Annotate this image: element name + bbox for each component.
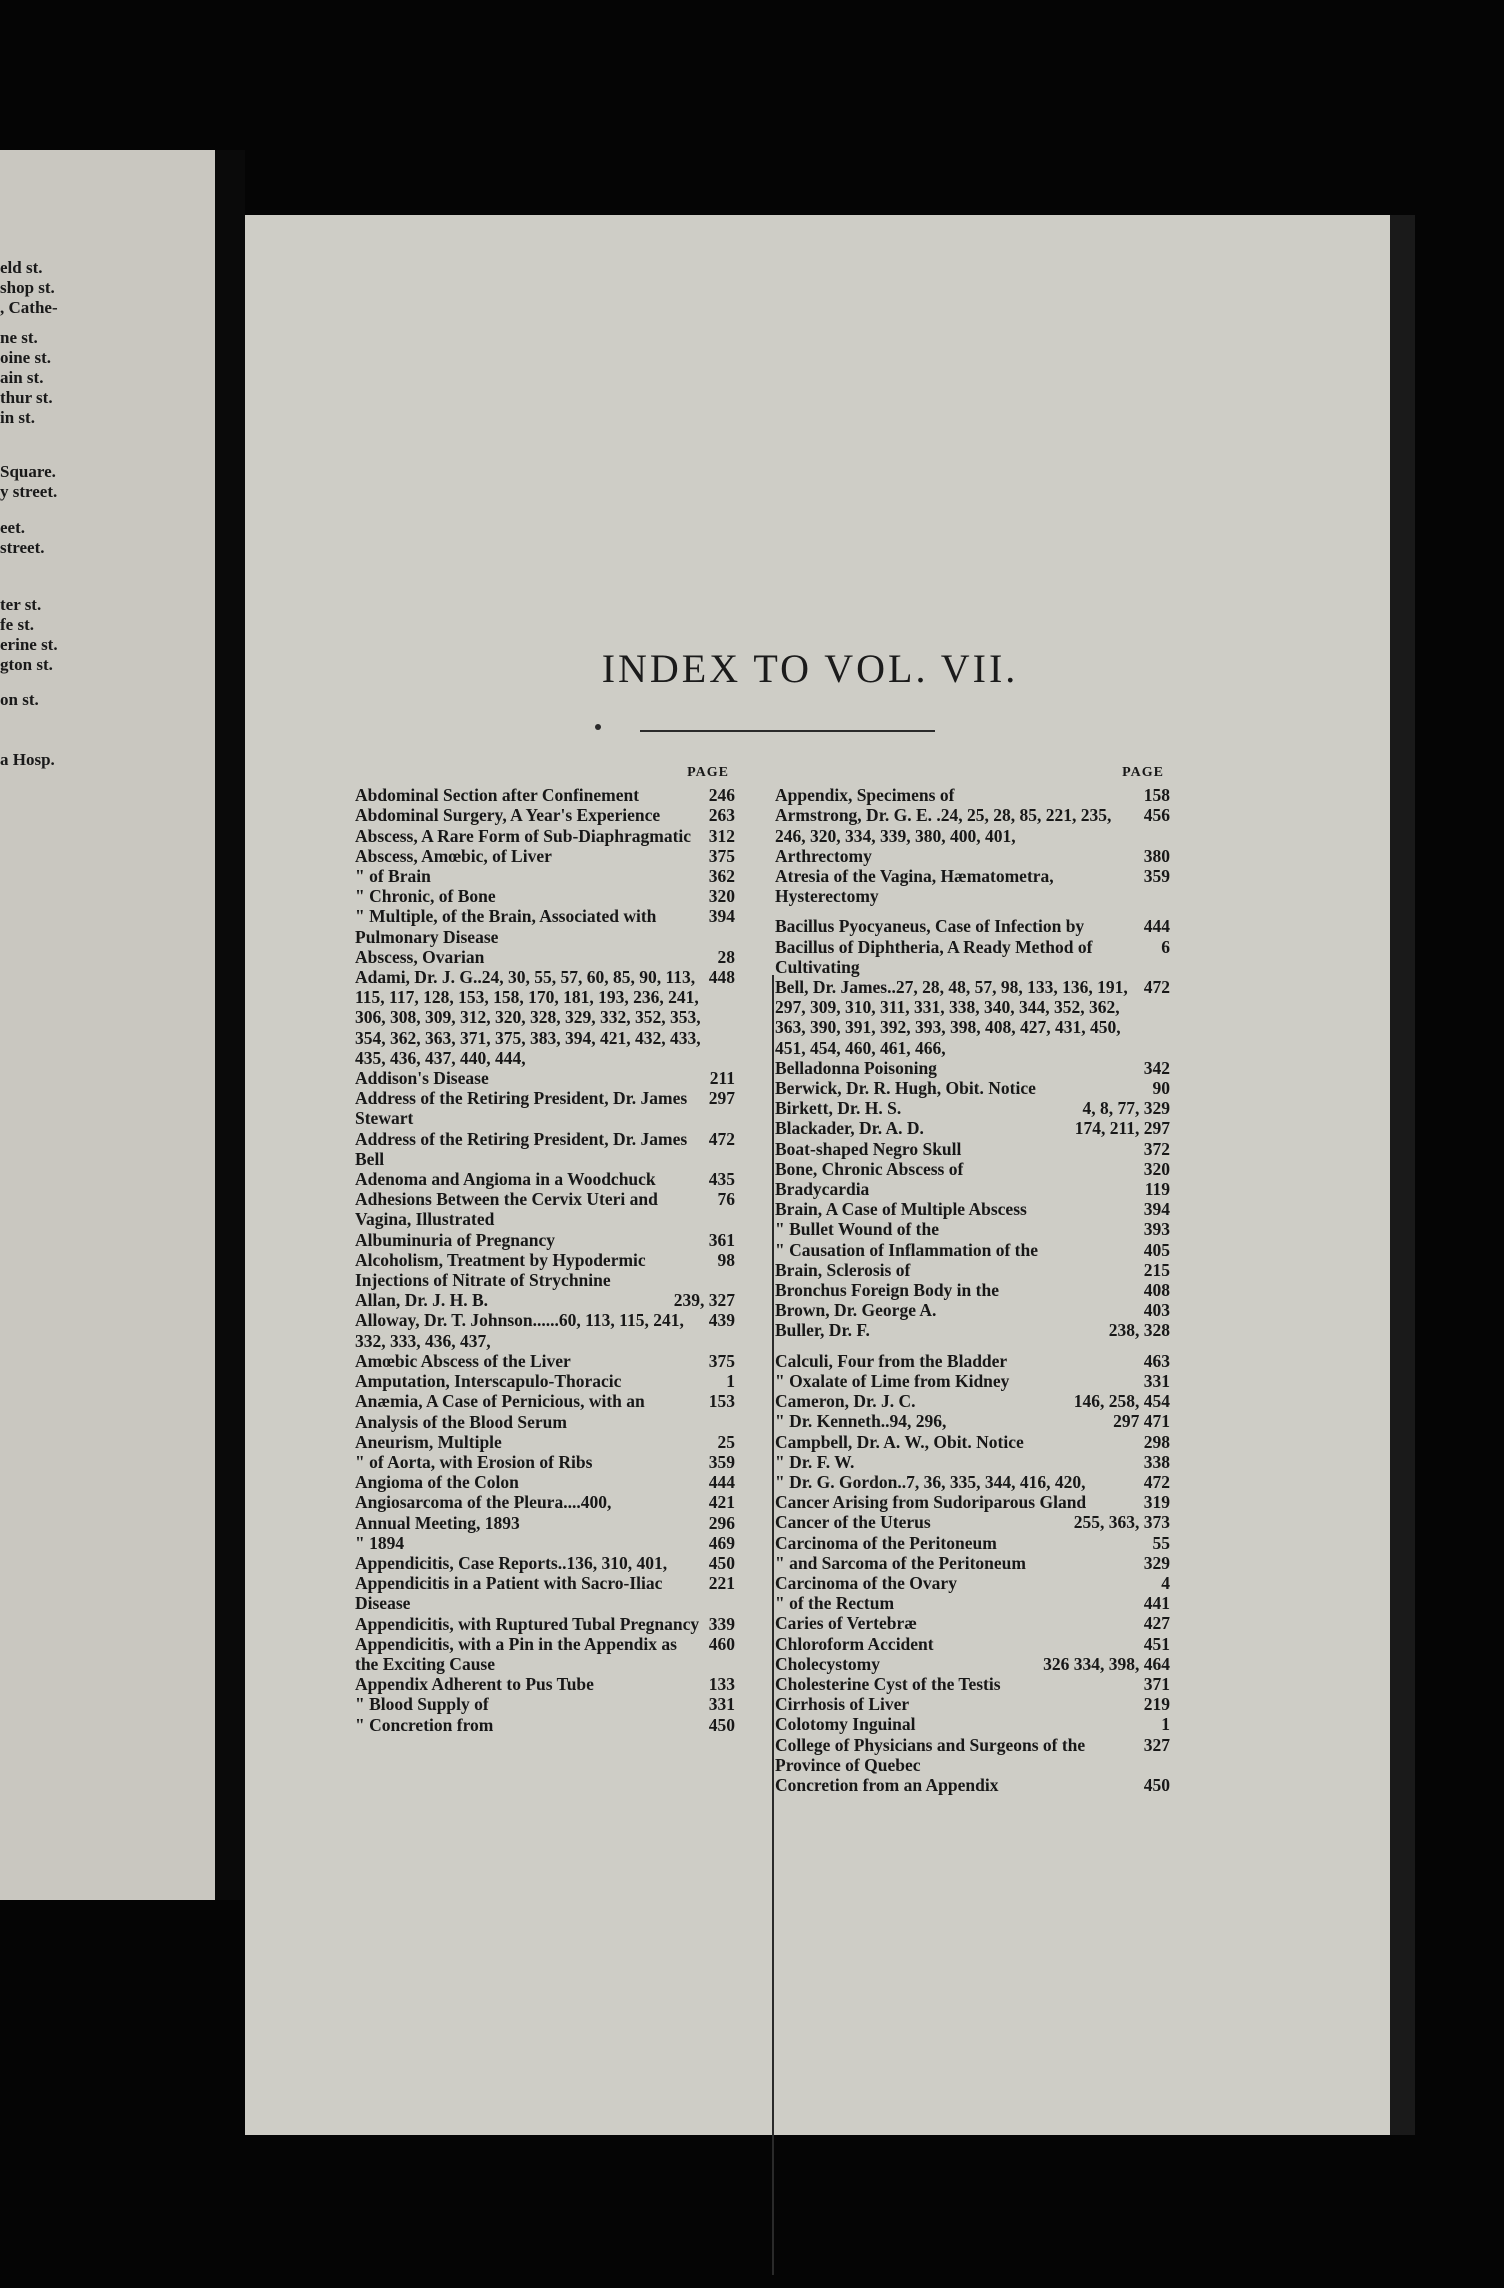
entry-page: 405 — [1143, 1239, 1170, 1260]
title-ornament — [595, 724, 601, 730]
entry-text: Campbell, Dr. A. W., Obit. Notice — [775, 1431, 1024, 1452]
index-page — [245, 215, 1390, 2135]
entry-text: Brain, A Case of Multiple Abscess — [775, 1199, 1027, 1220]
entry-text: Brown, Dr. George A. — [775, 1300, 937, 1321]
entry-text: Bronchus Foreign Body in the — [775, 1280, 999, 1301]
entry-text: Abdominal Section after Confinement — [355, 785, 640, 806]
entry-page: 375 — [708, 845, 735, 866]
facing-page-line: on st. — [0, 690, 39, 709]
index-entry — [775, 1219, 1170, 1239]
entry-page: 472 — [1143, 977, 1170, 998]
entry-page: 463 — [1143, 1350, 1170, 1371]
entry-text: Brain, Sclerosis of — [775, 1259, 911, 1280]
index-entry — [775, 1634, 1170, 1654]
entry-page: 263 — [708, 805, 735, 826]
index-entry — [355, 1513, 735, 1533]
entry-page: 119 — [1144, 1179, 1170, 1200]
index-entry — [355, 1351, 735, 1371]
entry-text: " Oxalate of Lime from Kidney — [775, 1370, 1010, 1391]
entry-page: 174, 211, 297 — [1074, 1118, 1170, 1139]
entry-text: Amputation, Interscapulo-Thoracic — [355, 1371, 622, 1392]
entry-page: 298 — [1143, 1431, 1170, 1452]
entry-page: 441 — [1143, 1593, 1170, 1614]
entry-page: 469 — [708, 1532, 735, 1553]
entry-page: 472 — [708, 1128, 735, 1149]
entry-page: 158 — [1143, 785, 1170, 806]
entry-text: " Concretion from — [355, 1714, 494, 1735]
entry-page: 238, 328 — [1108, 1320, 1170, 1341]
index-entry — [775, 1159, 1170, 1179]
entry-page: 444 — [1143, 916, 1170, 937]
entry-page: 329 — [1143, 1552, 1170, 1573]
page-title: INDEX TO VOL. VII. — [601, 646, 1019, 691]
index-column-left — [355, 763, 735, 1735]
entry-page: 435 — [708, 1169, 735, 1190]
facing-page-line: ter st. — [0, 595, 42, 614]
entry-text: Angioma of the Colon — [355, 1472, 519, 1493]
facing-page-line: ne st. — [0, 328, 38, 347]
entry-page: 1 — [1161, 1714, 1170, 1735]
index-entry — [775, 1674, 1170, 1694]
index-entry — [355, 1674, 735, 1694]
index-entry — [355, 906, 735, 946]
entry-text: Cirrhosis of Liver — [775, 1694, 910, 1715]
entry-text: Chloroform Accident — [775, 1633, 934, 1654]
entry-text: Bacillus of Diphtheria, A Ready Method of Cultivating — [775, 936, 1093, 977]
index-entry — [775, 1452, 1170, 1472]
entry-page: 320 — [1143, 1158, 1170, 1179]
facing-page-line: eld st. — [0, 258, 43, 277]
entry-page: 255, 363, 373 — [1073, 1512, 1170, 1533]
index-entry — [355, 1533, 735, 1553]
entry-page: 393 — [1143, 1219, 1170, 1240]
entry-page: 421 — [708, 1492, 735, 1513]
entry-text: Carcinoma of the Peritoneum — [775, 1532, 997, 1553]
entry-text: Appendix Adherent to Pus Tube — [355, 1674, 594, 1695]
entry-page: 4, 8, 77, 329 — [1082, 1098, 1170, 1119]
entry-text: Amœbic Abscess of the Liver — [355, 1350, 571, 1371]
index-entry — [355, 1169, 735, 1189]
index-entry — [355, 1290, 735, 1310]
index-entry — [775, 846, 1170, 866]
entry-text: Annual Meeting, 1893 — [355, 1512, 520, 1533]
facing-page-line: , Cathe- — [0, 298, 58, 317]
entry-text: Alcoholism, Treatment by Hypodermic Injections of Nitrate of Strychnine — [355, 1249, 646, 1291]
entry-text: " Dr. G. Gordon..7, 36, 335, 344, 416, 420, — [775, 1471, 1086, 1492]
entry-page: 394 — [1143, 1199, 1170, 1220]
entry-text: Cancer Arising from Sudoriparous Gland — [775, 1492, 1087, 1513]
entry-page: 460 — [708, 1633, 735, 1654]
entry-text: " Dr. F. W. — [775, 1451, 855, 1472]
entry-page: 221 — [708, 1573, 735, 1594]
entry-spacer — [775, 1341, 1170, 1351]
entry-page: 372 — [1143, 1138, 1170, 1159]
entry-text: Allan, Dr. J. H. B. — [355, 1290, 489, 1311]
entry-text: Albuminuria of Pregnancy — [355, 1229, 555, 1250]
facing-page-line: street. — [0, 538, 45, 557]
index-entry — [775, 1391, 1170, 1411]
facing-page-line: erine st. — [0, 635, 58, 654]
entry-page: 450 — [708, 1552, 735, 1573]
page-edge — [1390, 215, 1415, 2135]
index-entry — [355, 1371, 735, 1391]
index-entry — [775, 1472, 1170, 1492]
entry-text: Abscess, Ovarian — [355, 946, 485, 967]
index-entry — [775, 1320, 1170, 1340]
index-entry — [355, 866, 735, 886]
index-entry — [775, 937, 1170, 977]
index-entry — [775, 1533, 1170, 1553]
index-entry — [775, 1613, 1170, 1633]
entry-page: 371 — [1143, 1673, 1170, 1694]
index-entry — [355, 1553, 735, 1573]
entry-text: " and Sarcoma of the Peritoneum — [775, 1552, 1026, 1573]
entry-text: Caries of Vertebræ — [775, 1613, 917, 1634]
index-entry — [775, 1098, 1170, 1118]
entry-page: 25 — [717, 1431, 735, 1452]
entry-page: 1 — [726, 1371, 735, 1392]
entry-text: Appendicitis, with Ruptured Tubal Pregnancy — [355, 1613, 700, 1634]
index-entry — [355, 1573, 735, 1613]
entry-page: 408 — [1143, 1280, 1170, 1301]
facing-page-line: eet. — [0, 518, 26, 537]
entry-page: 450 — [1143, 1774, 1170, 1795]
book-gutter — [215, 150, 245, 1900]
entry-text: Adami, Dr. J. G..24, 30, 55, 57, 60, 85, 90, 113, 115, 117, 128, 153, 158, 170, 181, 193, 236, 241, 306, 308, 309, 312, 320, 328, 329, 332, 352, 353, 354, 362, 363, 371, 375, 383, 394, 421, 432, 433, 435, 436, 437, 440, 444, — [355, 967, 701, 1068]
index-entry — [355, 826, 735, 846]
index-entry — [355, 805, 735, 825]
entry-text: " Chronic, of Bone — [355, 886, 496, 907]
entry-page: 403 — [1143, 1300, 1170, 1321]
facing-page-fragment — [0, 150, 215, 1900]
index-entry — [775, 1280, 1170, 1300]
index-entry — [775, 916, 1170, 936]
index-entry — [355, 846, 735, 866]
entry-text: " of the Rectum — [775, 1593, 895, 1614]
facing-page-line: shop st. — [0, 278, 55, 297]
entry-page: 361 — [708, 1229, 735, 1250]
index-entry — [355, 1715, 735, 1735]
entry-page: 326 334, 398, 464 — [1043, 1653, 1170, 1674]
index-entry — [775, 1654, 1170, 1674]
index-entry — [355, 1129, 735, 1169]
index-entry — [775, 1058, 1170, 1078]
entry-page: 297 471 — [1113, 1411, 1170, 1432]
entry-text: Address of the Retiring President, Dr. James Bell — [355, 1128, 688, 1169]
entry-page: 342 — [1143, 1057, 1170, 1078]
index-entry — [355, 1472, 735, 1492]
entry-text: Alloway, Dr. T. Johnson......60, 113, 115, 241, 332, 333, 436, 437, — [355, 1310, 684, 1351]
entry-page: 338 — [1143, 1451, 1170, 1472]
entry-page: 215 — [1143, 1259, 1170, 1280]
entry-page: 448 — [708, 967, 735, 988]
index-entry — [775, 1573, 1170, 1593]
index-entry — [775, 1300, 1170, 1320]
entry-page: 359 — [708, 1451, 735, 1472]
entry-page: 28 — [717, 946, 735, 967]
entry-text: Bradycardia — [775, 1179, 870, 1200]
entry-text: Appendix, Specimens of — [775, 785, 955, 806]
index-entry — [355, 947, 735, 967]
entry-page: 296 — [708, 1512, 735, 1533]
facing-page-line: ain st. — [0, 368, 44, 387]
index-entry — [775, 1411, 1170, 1431]
index-entry — [355, 1230, 735, 1250]
entry-spacer — [775, 906, 1170, 916]
entry-page: 55 — [1152, 1532, 1170, 1553]
entry-text: Cancer of the Uterus — [775, 1512, 931, 1533]
entry-page: 331 — [708, 1694, 735, 1715]
entry-text: Cholecystomy — [775, 1653, 880, 1674]
entry-page: 380 — [1143, 845, 1170, 866]
index-entry — [775, 1512, 1170, 1532]
facing-page-line: fe st. — [0, 615, 34, 634]
entry-text: Concretion from an Appendix — [775, 1774, 999, 1795]
index-entry — [775, 1553, 1170, 1573]
entry-text: Colotomy Inguinal — [775, 1714, 916, 1735]
facing-page-line: thur st. — [0, 388, 53, 407]
index-entry — [355, 1432, 735, 1452]
facing-page-line: gton st. — [0, 655, 53, 674]
index-entry — [775, 785, 1170, 805]
index-entry — [775, 1078, 1170, 1098]
entry-text: Address of the Retiring President, Dr. James Stewart — [355, 1088, 688, 1129]
entry-page: 439 — [708, 1310, 735, 1331]
entry-text: Calculi, Four from the Bladder — [775, 1350, 1008, 1371]
entry-page: 312 — [708, 825, 735, 846]
entry-text: Appendicitis, Case Reports..136, 310, 401, — [355, 1552, 668, 1573]
entry-text: College of Physicians and Surgeons of the Province of Quebec — [775, 1734, 1086, 1775]
entry-text: Belladonna Poisoning — [775, 1057, 937, 1078]
index-entry — [355, 1694, 735, 1714]
entry-page: 153 — [708, 1391, 735, 1412]
facing-page-line: in st. — [0, 408, 35, 427]
entry-page: 90 — [1152, 1078, 1170, 1099]
entry-text: Anæmia, A Case of Pernicious, with an Analysis of the Blood Serum — [355, 1391, 645, 1432]
entry-text: Buller, Dr. F. — [775, 1320, 870, 1341]
index-entry — [355, 1088, 735, 1128]
index-entry — [775, 1118, 1170, 1138]
index-entry — [775, 1351, 1170, 1371]
index-entry — [775, 1432, 1170, 1452]
column-divider — [772, 975, 774, 2275]
index-entry — [775, 1775, 1170, 1795]
title-rule — [640, 730, 935, 732]
entry-text: Appendicitis, with a Pin in the Appendix as the Exciting Cause — [355, 1633, 677, 1674]
entry-page: 297 — [708, 1088, 735, 1109]
index-entry — [775, 1199, 1170, 1219]
entry-page: 394 — [708, 906, 735, 927]
entry-page: 320 — [708, 886, 735, 907]
index-entry — [775, 1139, 1170, 1159]
entry-text: Angiosarcoma of the Pleura....400, — [355, 1492, 612, 1513]
entry-page: 331 — [1143, 1370, 1170, 1391]
entry-page: 133 — [708, 1674, 735, 1695]
entry-page: 239, 327 — [673, 1290, 735, 1311]
entry-text: Bone, Chronic Abscess of — [775, 1158, 964, 1179]
entry-text: Boat-shaped Negro Skull — [775, 1138, 962, 1159]
entry-text: Armstrong, Dr. G. E. .24, 25, 28, 85, 221, 235, 246, 320, 334, 339, 380, 400, 401, — [775, 805, 1112, 846]
entry-text: " of Brain — [355, 866, 431, 887]
index-entry — [355, 1634, 735, 1674]
entry-text: Bacillus Pyocyaneus, Case of Infection by — [775, 916, 1085, 937]
entry-text: Adhesions Between the Cervix Uteri and Vagina, Illustrated — [355, 1189, 658, 1230]
entry-text: Abscess, A Rare Form of Sub-Diaphragmatic — [355, 825, 692, 846]
facing-page-line: oine st. — [0, 348, 51, 367]
entry-text: Arthrectomy — [775, 845, 872, 866]
index-entry — [775, 977, 1170, 1058]
index-entry — [775, 1714, 1170, 1734]
index-entry — [775, 1694, 1170, 1714]
entry-text: Cholesterine Cyst of the Testis — [775, 1673, 1001, 1694]
page-column-header: PAGE — [1122, 765, 1164, 780]
entry-text: Berwick, Dr. R. Hugh, Obit. Notice — [775, 1078, 1036, 1099]
entry-page: 98 — [717, 1249, 735, 1270]
entry-page: 327 — [1143, 1734, 1170, 1755]
entry-page: 246 — [708, 785, 735, 806]
index-entry — [355, 1068, 735, 1088]
entry-text: Addison's Disease — [355, 1068, 489, 1089]
entry-page: 211 — [709, 1068, 735, 1089]
index-entry — [775, 1260, 1170, 1280]
facing-page-line: Square. — [0, 462, 56, 481]
entry-text: " Dr. Kenneth..94, 296, — [775, 1411, 947, 1432]
entry-text: Appendicitis in a Patient with Sacro-Iliac Disease — [355, 1573, 663, 1614]
index-entry — [355, 1452, 735, 1472]
entry-text: Cameron, Dr. J. C. — [775, 1391, 916, 1412]
entry-text: " Causation of Inflammation of the — [775, 1239, 1038, 1260]
entry-page: 362 — [708, 866, 735, 887]
entry-text: Atresia of the Vagina, Hæmatometra, Hysterectomy — [775, 866, 1054, 907]
index-entry — [355, 1310, 735, 1350]
entry-text: Adenoma and Angioma in a Woodchuck — [355, 1169, 656, 1190]
entry-page: 444 — [708, 1472, 735, 1493]
entry-page: 427 — [1143, 1613, 1170, 1634]
facing-page-line: a Hosp. — [0, 750, 55, 769]
entry-text: Abdominal Surgery, A Year's Experience — [355, 805, 661, 826]
entry-page: 4 — [1161, 1572, 1170, 1593]
index-entry — [355, 886, 735, 906]
entry-text: " Bullet Wound of the — [775, 1219, 940, 1240]
index-entry — [775, 1371, 1170, 1391]
entry-page: 219 — [1143, 1694, 1170, 1715]
entry-page: 146, 258, 454 — [1073, 1391, 1170, 1412]
entry-text: " of Aorta, with Erosion of Ribs — [355, 1451, 593, 1472]
index-entry — [775, 866, 1170, 906]
index-entry — [355, 1492, 735, 1512]
entry-text: Blackader, Dr. A. D. — [775, 1118, 924, 1139]
page-column-header: PAGE — [687, 765, 729, 780]
index-entry — [355, 1250, 735, 1290]
index-entry — [355, 1189, 735, 1229]
index-entry — [775, 1240, 1170, 1260]
index-entry — [775, 805, 1170, 845]
entry-text: Abscess, Amœbic, of Liver — [355, 845, 552, 866]
index-entry — [355, 785, 735, 805]
entry-text: Carcinoma of the Ovary — [775, 1572, 957, 1593]
entry-text: " 1894 — [355, 1532, 405, 1553]
index-entry — [775, 1179, 1170, 1199]
entry-page: 76 — [717, 1189, 735, 1210]
entry-page: 6 — [1161, 936, 1170, 957]
entry-page: 472 — [1143, 1471, 1170, 1492]
index-entry — [775, 1735, 1170, 1775]
entry-page: 359 — [1143, 866, 1170, 887]
facing-page-line: y street. — [0, 482, 58, 501]
entry-text: " Blood Supply of — [355, 1694, 489, 1715]
entry-text: Bell, Dr. James..27, 28, 48, 57, 98, 133, 136, 191, 297, 309, 310, 311, 331, 338, 340, 344, 352, 362, 363, 390, 391, 392, 393, 398, 408, 427, 431, 450, 451, 454, 460, 461, 466, — [775, 977, 1128, 1058]
entry-text: Birkett, Dr. H. S. — [775, 1098, 902, 1119]
index-entry — [355, 967, 735, 1068]
entry-text: Aneurism, Multiple — [355, 1431, 502, 1452]
index-entry — [775, 1593, 1170, 1613]
index-entry — [355, 1614, 735, 1634]
entry-page: 450 — [708, 1714, 735, 1735]
entry-page: 456 — [1143, 805, 1170, 826]
index-column-right — [775, 763, 1170, 1795]
entry-page: 451 — [1143, 1633, 1170, 1654]
index-entry — [775, 1492, 1170, 1512]
entry-page: 375 — [708, 1350, 735, 1371]
entry-text: " Multiple, of the Brain, Associated with Pulmonary Disease — [355, 906, 657, 947]
entry-page: 339 — [708, 1613, 735, 1634]
index-entry — [355, 1391, 735, 1431]
entry-page: 319 — [1143, 1492, 1170, 1513]
